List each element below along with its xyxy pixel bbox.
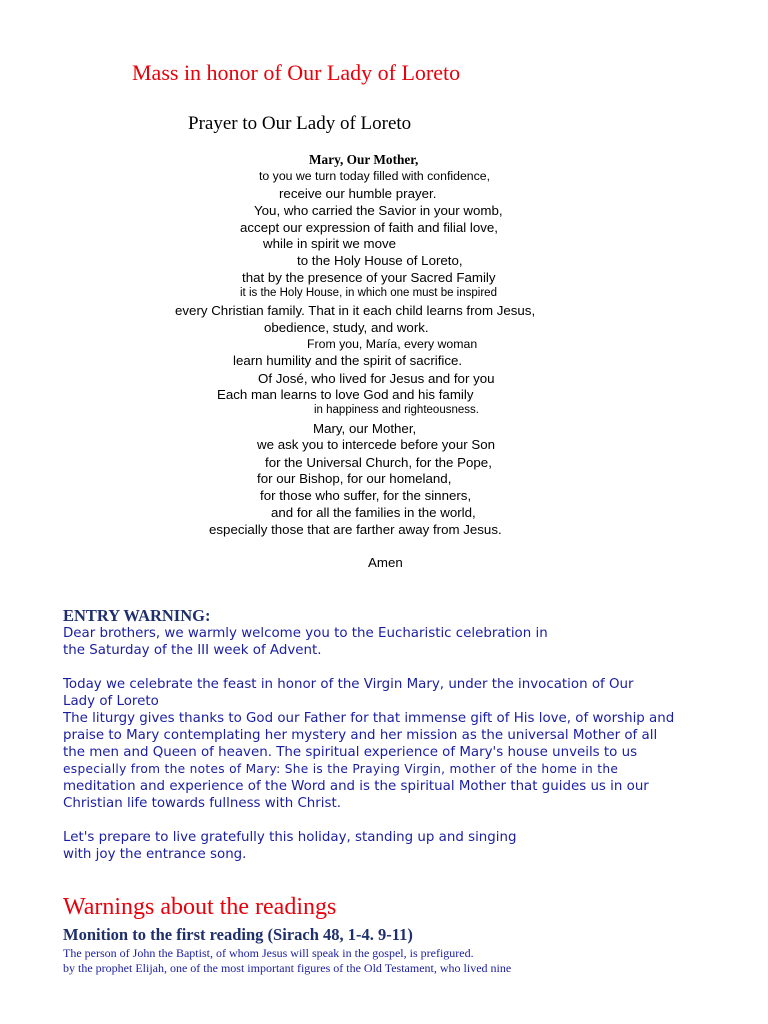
prayer-line: we ask you to intercede before your Son — [257, 437, 496, 452]
entry-line: Today we celebrate the feast in honor of the Virgin Mary, under the invocation of Our — [63, 677, 634, 692]
prayer-line: for those who suffer, for the sinners, — [260, 488, 472, 503]
entry-line: praise to Mary contemplating her mystery and her mission as the universal Mother of all — [63, 728, 658, 743]
prayer-line: From you, María, every woman — [307, 337, 478, 351]
prayer-line: every Christian family. That in it each child learns from Jesus, — [175, 303, 536, 318]
prayer-line: Of José, who lived for Jesus and for you — [258, 371, 495, 386]
entry-line: with joy the entrance song. — [63, 847, 247, 862]
entry-line: The liturgy gives thanks to God our Father for that immense gift of His love, of worship and — [63, 711, 675, 726]
entry-warning-heading: ENTRY WARNING: — [63, 606, 211, 625]
prayer-line: especially those that are farther away from Jesus. — [209, 522, 502, 537]
prayer-line: Each man learns to love God and his family — [217, 387, 474, 402]
entry-line: Christian life towards fullness with Christ. — [63, 796, 341, 811]
prayer-line: to you we turn today filled with confidence, — [259, 169, 491, 183]
entry-line: especially from the notes of Mary: She is the Praying Virgin, mother of the home in the — [63, 762, 619, 776]
entry-line: Dear brothers, we warmly welcome you to the Eucharistic celebration in — [63, 626, 548, 641]
prayer-line: accept our expression of faith and filial love, — [240, 220, 498, 235]
monition-line: by the prophet Elijah, one of the most important figures of the Old Testament, who lived nine — [63, 961, 512, 975]
prayer-line: that by the presence of your Sacred Family — [242, 270, 496, 285]
monition-title: Monition to the first reading (Sirach 48, 1-4. 9-11) — [63, 925, 413, 944]
entry-line: Lady of Loreto — [63, 694, 159, 709]
entry-line: meditation and experience of the Word and is the spiritual Mother that guides us in our — [63, 779, 649, 794]
monition-line: The person of John the Baptist, of whom Jesus will speak in the gospel, is prefigured. — [63, 946, 474, 960]
prayer-line: for our Bishop, for our homeland, — [257, 471, 452, 486]
prayer-line: it is the Holy House, in which one must be inspired — [240, 287, 497, 299]
prayer-line: and for all the families in the world, — [271, 505, 476, 520]
prayer-line: receive our humble prayer. — [279, 186, 437, 201]
prayer-line: Mary, Our Mother, — [309, 152, 419, 167]
entry-line: the men and Queen of heaven. The spiritual experience of Mary's house unveils to us — [63, 745, 638, 760]
entry-line: Let's prepare to live gratefully this holiday, standing up and singing — [63, 830, 517, 845]
prayer-line: You, who carried the Savior in your womb, — [254, 203, 503, 218]
prayer-line: to the Holy House of Loreto, — [297, 253, 463, 268]
prayer-line: Mary, our Mother, — [313, 421, 417, 436]
prayer-line: while in spirit we move — [263, 236, 397, 251]
page-title: Mass in honor of Our Lady of Loreto — [132, 60, 461, 85]
entry-line: the Saturday of the III week of Advent. — [63, 643, 322, 658]
prayer-line: obedience, study, and work. — [264, 320, 429, 335]
prayer-line: for the Universal Church, for the Pope, — [265, 455, 492, 470]
prayer-amen: Amen — [368, 555, 403, 570]
prayer-line: learn humility and the spirit of sacrifice. — [233, 353, 463, 368]
prayer-title: Prayer to Our Lady of Loreto — [188, 113, 412, 134]
warnings-title: Warnings about the readings — [63, 894, 337, 920]
prayer-line: in happiness and righteousness. — [314, 404, 479, 416]
